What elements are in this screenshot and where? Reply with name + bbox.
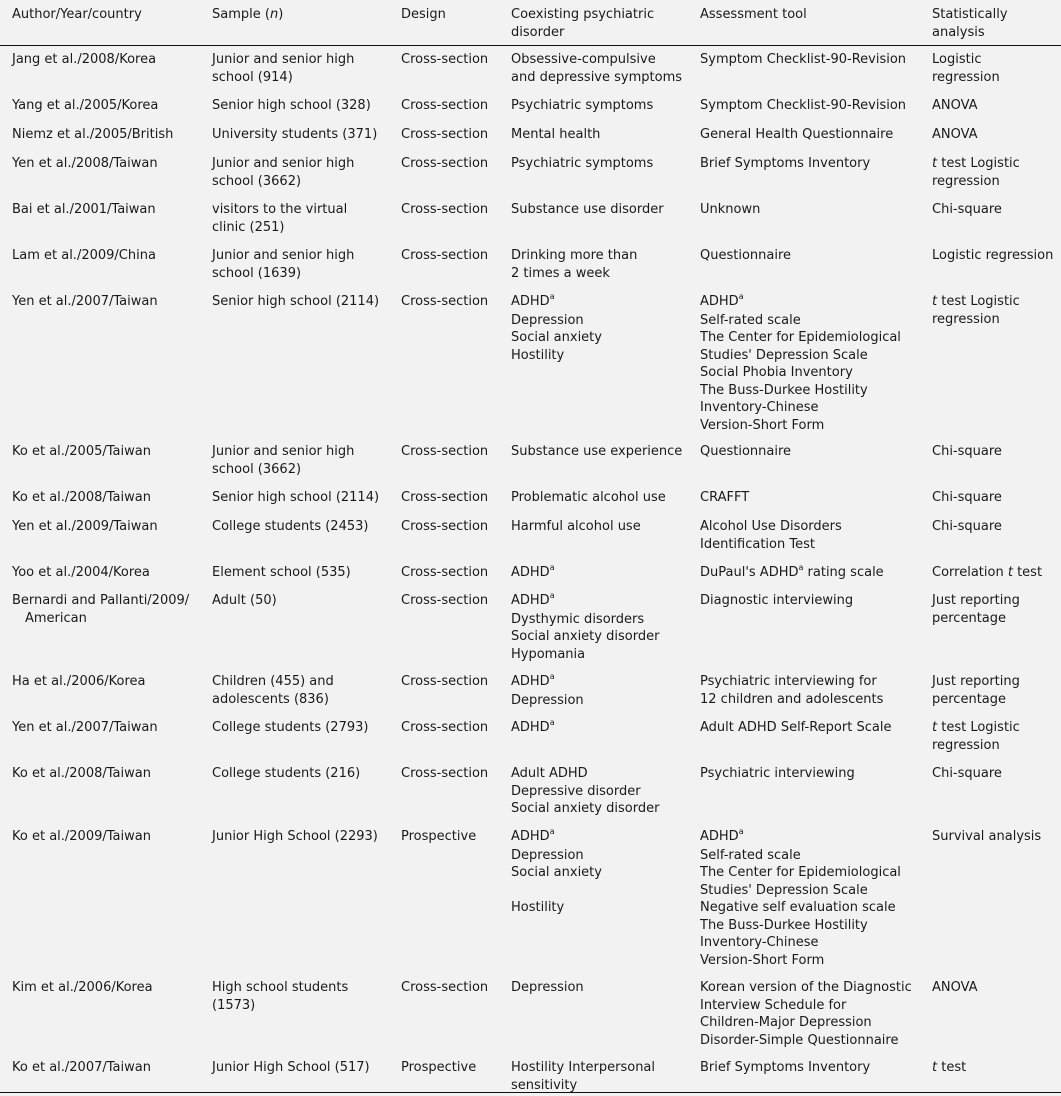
cell-author bbox=[12, 443, 151, 461]
cell-disorder-line: sensitivity bbox=[511, 1077, 578, 1093]
cell-tool-line: Brief Symptoms Inventory bbox=[700, 1060, 871, 1075]
cell-author bbox=[12, 673, 146, 691]
cell-analysis-line: Just reporting bbox=[932, 674, 1020, 689]
cell-design bbox=[401, 97, 488, 115]
cell-tool bbox=[700, 155, 870, 173]
cell-tool-line: Interview Schedule for bbox=[700, 997, 847, 1013]
cell-disorder bbox=[511, 247, 637, 282]
cell-tool bbox=[700, 97, 906, 115]
cell-tool-line: ADHD$^a$ bbox=[700, 827, 744, 844]
cell-design bbox=[401, 592, 488, 610]
cell-design bbox=[401, 719, 488, 737]
cell-tool bbox=[700, 719, 891, 737]
cell-analysis-line: t test Logistic bbox=[932, 720, 1020, 735]
footnote-marker: a bbox=[549, 718, 555, 727]
cell-disorder-line: Substance use disorder bbox=[511, 202, 664, 217]
header-tool-text: Assessment tool bbox=[700, 7, 807, 22]
cell-analysis-line: t test Logistic bbox=[932, 156, 1020, 171]
cell-tool-line: ADHD$^a$ bbox=[700, 292, 744, 309]
cell-design-line: Cross-section bbox=[401, 248, 489, 263]
cell-tool-line: Inventory-Chinese bbox=[700, 935, 819, 950]
cell-tool-line: The Buss-Durkee Hostility bbox=[700, 917, 868, 933]
cell-sample-line: Junior and senior high bbox=[212, 52, 355, 67]
cell-author-line: Bernardi and Pallanti/2009/ bbox=[12, 593, 190, 608]
cell-sample-line: Junior High School (2293) bbox=[212, 829, 378, 844]
cell-author-line: Niemz et al./2005/British bbox=[12, 127, 174, 142]
cell-analysis bbox=[932, 765, 1002, 783]
cell-author-line: Ko et al./2005/Taiwan bbox=[12, 444, 151, 459]
cell-tool-line: Version-Short Form bbox=[700, 952, 825, 968]
cell-tool-line: DuPaul's ADHD$^a$ rating scale bbox=[700, 563, 884, 580]
cell-analysis bbox=[932, 201, 1002, 219]
cell-sample bbox=[212, 201, 347, 236]
cell-tool-line: Negative self evaluation scale bbox=[700, 900, 896, 915]
cell-disorder-line: Depression bbox=[511, 312, 584, 328]
cell-tool-line: Psychiatric interviewing bbox=[700, 766, 855, 781]
cell-disorder-line: Social anxiety bbox=[511, 865, 602, 880]
cell-disorder bbox=[511, 765, 659, 818]
cell-analysis-line: Just reporting bbox=[932, 593, 1020, 608]
cell-tool-line: Studies' Depression Scale bbox=[700, 347, 868, 363]
cell-analysis-line: Chi-square bbox=[932, 519, 1002, 534]
cell-tool-line: The Buss-Durkee Hostility bbox=[700, 382, 868, 398]
cell-design bbox=[401, 201, 488, 219]
footnote-marker: a bbox=[549, 563, 555, 572]
cell-disorder-line: Dysthymic disorders bbox=[511, 611, 645, 627]
cell-author bbox=[12, 979, 153, 997]
header-author-text: Author/Year/country bbox=[12, 7, 142, 22]
cell-tool bbox=[700, 489, 749, 507]
cell-sample-line: Adult (50) bbox=[212, 593, 277, 608]
cell-sample bbox=[212, 126, 377, 144]
t-statistic-italic: t bbox=[932, 720, 938, 735]
cell-analysis-line: regression bbox=[932, 173, 1000, 189]
cell-author bbox=[12, 201, 156, 219]
cell-tool-line: Questionnaire bbox=[700, 248, 792, 263]
cell-analysis-line: Chi-square bbox=[932, 490, 1002, 505]
cell-design bbox=[401, 1059, 476, 1077]
table-header-row bbox=[0, 0, 1061, 46]
header-analysis bbox=[932, 6, 1008, 41]
cell-disorder-line: Harmful alcohol use bbox=[511, 519, 641, 534]
cell-disorder bbox=[511, 201, 664, 219]
cell-disorder-line: ADHD$^a$ bbox=[511, 591, 555, 608]
cell-tool-line: Unknown bbox=[700, 202, 761, 217]
cell-design bbox=[401, 564, 488, 582]
t-statistic-italic: t bbox=[932, 294, 938, 309]
cell-disorder-line: Hostility bbox=[511, 347, 565, 363]
cell-disorder-line: Problematic alcohol use bbox=[511, 490, 666, 505]
cell-disorder-line: Mental health bbox=[511, 127, 601, 142]
cell-disorder-line bbox=[511, 882, 602, 900]
cell-sample-line: Senior high school (2114) bbox=[212, 490, 380, 505]
cell-author bbox=[12, 765, 151, 783]
cell-design-line: Cross-section bbox=[401, 720, 489, 735]
cell-analysis bbox=[932, 293, 1020, 328]
cell-tool-line: Alcohol Use Disorders bbox=[700, 519, 842, 534]
cell-analysis bbox=[932, 1059, 966, 1077]
cell-analysis bbox=[932, 51, 1000, 86]
cell-sample bbox=[212, 719, 368, 737]
header-disorder-line1: Coexisting psychiatric bbox=[511, 7, 655, 22]
cell-sample-line: clinic (251) bbox=[212, 219, 285, 235]
cell-disorder-line: Psychiatric symptoms bbox=[511, 98, 654, 113]
cell-sample-line: Senior high school (2114) bbox=[212, 294, 380, 309]
cell-tool-line: Identification Test bbox=[700, 536, 815, 552]
cell-tool-line: Children-Major Depression bbox=[700, 1015, 872, 1030]
cell-disorder-line: Social anxiety disorder bbox=[511, 801, 660, 816]
header-author bbox=[12, 6, 142, 24]
cell-tool-line: Self-rated scale bbox=[700, 847, 801, 863]
cell-disorder-line: Depression bbox=[511, 692, 584, 708]
footnote-marker: a bbox=[798, 563, 804, 572]
cell-sample bbox=[212, 443, 354, 478]
cell-design-line: Cross-section bbox=[401, 565, 489, 580]
cell-disorder-line: ADHD$^a$ bbox=[511, 563, 555, 580]
cell-design bbox=[401, 443, 488, 461]
cell-disorder-line: Hostility bbox=[511, 900, 565, 915]
cell-author bbox=[12, 293, 158, 311]
cell-analysis-line: ANOVA bbox=[932, 127, 978, 142]
cell-disorder-line: ADHD$^a$ bbox=[511, 827, 555, 844]
cell-tool-line: The Center for Epidemiological bbox=[700, 330, 901, 345]
cell-sample bbox=[212, 673, 334, 708]
cell-author bbox=[12, 592, 189, 627]
cell-sample-line: Junior and senior high bbox=[212, 444, 355, 459]
cell-disorder bbox=[511, 719, 555, 738]
cell-disorder bbox=[511, 126, 600, 144]
cell-design-line: Cross-section bbox=[401, 980, 489, 995]
cell-analysis bbox=[932, 719, 1020, 754]
t-statistic-italic: t bbox=[932, 1060, 938, 1075]
cell-disorder bbox=[511, 51, 682, 86]
cell-author-line: Yen et al./2007/Taiwan bbox=[12, 720, 158, 735]
cell-disorder bbox=[511, 564, 555, 583]
cell-sample-line: school (3662) bbox=[212, 173, 302, 189]
cell-disorder-line: Obsessive-compulsive bbox=[511, 52, 656, 67]
cell-design bbox=[401, 293, 488, 311]
cell-author bbox=[12, 828, 151, 846]
cell-tool bbox=[700, 201, 760, 219]
cell-sample bbox=[212, 247, 354, 282]
cell-analysis bbox=[932, 443, 1002, 461]
header-design bbox=[401, 6, 446, 24]
footnote-marker: a bbox=[738, 292, 744, 301]
header-sample-text bbox=[212, 6, 283, 24]
cell-tool bbox=[700, 51, 906, 69]
cell-tool bbox=[700, 673, 883, 708]
cell-analysis-line: t test bbox=[932, 1060, 967, 1075]
table-bottom-rule bbox=[0, 1092, 1061, 1093]
cell-sample-line: College students (2453) bbox=[212, 519, 369, 534]
cell-tool-line: Version-Short Form bbox=[700, 417, 825, 433]
cell-sample bbox=[212, 1059, 370, 1077]
cell-analysis bbox=[932, 97, 978, 115]
cell-disorder-line: and depressive symptoms bbox=[511, 69, 682, 85]
cell-disorder-line: Hypomania bbox=[511, 646, 586, 662]
cell-design bbox=[401, 673, 488, 691]
cell-tool bbox=[700, 247, 791, 265]
cell-sample bbox=[212, 51, 354, 86]
cell-analysis-line: percentage bbox=[932, 610, 1007, 626]
cell-tool bbox=[700, 293, 901, 434]
cell-design-line: Cross-section bbox=[401, 674, 489, 689]
cell-sample-line: school (1639) bbox=[212, 265, 302, 281]
cell-analysis-line: Chi-square bbox=[932, 444, 1002, 459]
cell-disorder bbox=[511, 489, 666, 507]
cell-tool-line: Korean version of the Diagnostic bbox=[700, 980, 912, 995]
cell-analysis-line: Chi-square bbox=[932, 766, 1002, 781]
cell-sample-line: (1573) bbox=[212, 997, 256, 1013]
header-analysis-line1: Statistically bbox=[932, 7, 1008, 22]
cell-disorder bbox=[511, 97, 653, 115]
cell-author-line: Yang et al./2005/Korea bbox=[12, 98, 159, 113]
cell-disorder-line: ADHD$^a$ bbox=[511, 292, 555, 309]
cell-disorder-line: Depressive disorder bbox=[511, 783, 641, 799]
cell-analysis-line: t test Logistic bbox=[932, 294, 1020, 309]
header-analysis-line2: analysis bbox=[932, 24, 985, 40]
cell-author-line: Ko et al./2009/Taiwan bbox=[12, 829, 151, 844]
header-design-text: Design bbox=[401, 7, 446, 22]
cell-disorder-line: Social anxiety bbox=[511, 330, 602, 345]
cell-design-line: Cross-section bbox=[401, 52, 489, 67]
cell-design bbox=[401, 247, 488, 265]
cell-disorder-line: Depression bbox=[511, 980, 584, 995]
cell-author-line: Yen et al./2009/Taiwan bbox=[12, 519, 158, 534]
cell-design bbox=[401, 489, 488, 507]
cell-analysis-line: Survival analysis bbox=[932, 829, 1042, 844]
cell-analysis-line: Logistic bbox=[932, 52, 982, 67]
cell-sample-line: school (3662) bbox=[212, 461, 302, 477]
cell-author bbox=[12, 126, 173, 144]
cell-sample bbox=[212, 979, 348, 1014]
cell-design bbox=[401, 51, 488, 69]
cell-disorder bbox=[511, 518, 641, 536]
header-sample-n: n bbox=[269, 7, 279, 22]
cell-author bbox=[12, 1059, 151, 1077]
cell-design bbox=[401, 765, 488, 783]
cell-disorder-line: Substance use experience bbox=[511, 444, 683, 459]
cell-author-line: American bbox=[25, 610, 87, 626]
cell-analysis-line: ANOVA bbox=[932, 980, 978, 995]
cell-author-line: Jang et al./2008/Korea bbox=[12, 52, 157, 67]
cell-author bbox=[12, 518, 158, 536]
cell-author-line: Ko et al./2008/Taiwan bbox=[12, 490, 151, 505]
cell-author-line: Bai et al./2001/Taiwan bbox=[12, 202, 156, 217]
cell-disorder-line: Psychiatric symptoms bbox=[511, 156, 654, 171]
cell-analysis bbox=[932, 828, 1041, 846]
t-statistic-italic: t bbox=[932, 156, 938, 171]
cell-author bbox=[12, 155, 158, 173]
cell-disorder bbox=[511, 443, 682, 461]
cell-design bbox=[401, 979, 488, 997]
cell-disorder bbox=[511, 1059, 655, 1094]
cell-tool-line: Adult ADHD Self-Report Scale bbox=[700, 720, 892, 735]
cell-sample bbox=[212, 564, 351, 582]
cell-disorder-line: Adult ADHD bbox=[511, 766, 588, 781]
footnote-marker: a bbox=[549, 292, 555, 301]
footnote-marker: a bbox=[549, 591, 555, 600]
cell-sample-line: Junior High School (517) bbox=[212, 1060, 370, 1075]
cell-tool-line: Disorder-Simple Questionnaire bbox=[700, 1032, 899, 1048]
cell-sample bbox=[212, 293, 379, 311]
cell-sample-line: visitors to the virtual bbox=[212, 202, 348, 217]
cell-author-line: Ha et al./2006/Korea bbox=[12, 674, 146, 689]
cell-disorder-line: Social anxiety disorder bbox=[511, 629, 660, 644]
cell-author-line: Kim et al./2006/Korea bbox=[12, 980, 153, 995]
cell-sample-line: University students (371) bbox=[212, 127, 378, 142]
cell-disorder-line: ADHD$^a$ bbox=[511, 718, 555, 735]
cell-tool-line: Social Phobia Inventory bbox=[700, 365, 853, 380]
cell-sample-line: High school students bbox=[212, 980, 349, 995]
cell-analysis bbox=[932, 979, 978, 997]
cell-tool bbox=[700, 126, 893, 144]
cell-tool-line: Diagnostic interviewing bbox=[700, 593, 854, 608]
cell-design-line: Cross-section bbox=[401, 519, 489, 534]
cell-sample-line: Junior and senior high bbox=[212, 156, 355, 171]
cell-analysis bbox=[932, 592, 1020, 627]
header-sample-close: ) bbox=[278, 7, 284, 22]
cell-author bbox=[12, 97, 158, 115]
cell-design bbox=[401, 828, 476, 846]
cell-sample bbox=[212, 155, 354, 190]
cell-author-line: Lam et al./2009/China bbox=[12, 248, 156, 263]
cell-author bbox=[12, 489, 151, 507]
cell-sample-line: College students (216) bbox=[212, 766, 361, 781]
cell-tool bbox=[700, 564, 884, 583]
cell-sample bbox=[212, 765, 360, 783]
header-sample bbox=[212, 6, 283, 24]
cell-disorder-line: Drinking more than bbox=[511, 248, 638, 263]
cell-disorder bbox=[511, 828, 602, 917]
cell-design-line: Cross-section bbox=[401, 156, 489, 171]
cell-disorder bbox=[511, 293, 602, 364]
t-statistic-italic: t bbox=[1007, 565, 1013, 580]
cell-analysis-line: regression bbox=[932, 311, 1000, 327]
cell-author bbox=[12, 719, 158, 737]
cell-analysis-line: ANOVA bbox=[932, 98, 978, 113]
cell-disorder bbox=[511, 979, 584, 997]
cell-design bbox=[401, 518, 488, 536]
cell-sample-line: school (914) bbox=[212, 69, 293, 85]
cell-analysis bbox=[932, 489, 1002, 507]
cell-analysis-line: regression bbox=[932, 69, 1000, 85]
cell-sample bbox=[212, 489, 379, 507]
cell-design-line: Cross-section bbox=[401, 294, 489, 309]
cell-tool bbox=[700, 443, 791, 461]
cell-design-line: Cross-section bbox=[401, 593, 489, 608]
cell-analysis bbox=[932, 564, 1042, 582]
header-tool bbox=[700, 6, 807, 24]
cell-analysis-line: Correlation t test bbox=[932, 565, 1043, 580]
cell-tool bbox=[700, 765, 855, 783]
cell-author bbox=[12, 247, 156, 265]
cell-design bbox=[401, 126, 488, 144]
footnote-marker: a bbox=[549, 827, 555, 836]
cell-tool-line: Questionnaire bbox=[700, 444, 792, 459]
cell-disorder-line: 2 times a week bbox=[511, 265, 610, 281]
cell-tool-line: Studies' Depression Scale bbox=[700, 882, 868, 898]
cell-analysis bbox=[932, 518, 1002, 536]
cell-analysis-line: percentage bbox=[932, 691, 1007, 707]
cell-design-line: Cross-section bbox=[401, 202, 489, 217]
cell-author-line: Ko et al./2007/Taiwan bbox=[12, 1060, 151, 1075]
cell-disorder-line: ADHD$^a$ bbox=[511, 672, 555, 689]
header-sample-label: Sample ( bbox=[212, 7, 270, 22]
cell-analysis bbox=[932, 673, 1020, 708]
footnote-marker: a bbox=[738, 827, 744, 836]
cell-sample bbox=[212, 828, 378, 846]
cell-tool bbox=[700, 1059, 870, 1077]
footnote-marker: a bbox=[549, 672, 555, 681]
cell-sample bbox=[212, 592, 277, 610]
cell-design-line: Cross-section bbox=[401, 98, 489, 113]
header-disorder-line2: disorder bbox=[511, 24, 565, 40]
cell-disorder bbox=[511, 673, 584, 709]
cell-disorder bbox=[511, 155, 653, 173]
header-disorder bbox=[511, 6, 654, 41]
cell-tool-line: Self-rated scale bbox=[700, 312, 801, 328]
cell-tool bbox=[700, 828, 901, 969]
cell-design-line: Cross-section bbox=[401, 444, 489, 459]
cell-tool-line: The Center for Epidemiological bbox=[700, 865, 901, 880]
cell-disorder-line: Depression bbox=[511, 847, 584, 863]
cell-tool bbox=[700, 979, 912, 1049]
cell-sample-line: Senior high school (328) bbox=[212, 98, 371, 113]
cell-author bbox=[12, 564, 150, 582]
cell-author-line: Yoo et al./2004/Korea bbox=[12, 565, 150, 580]
cell-analysis-line: Chi-square bbox=[932, 202, 1002, 217]
cell-disorder bbox=[511, 592, 659, 663]
cell-design bbox=[401, 155, 488, 173]
cell-sample-line: College students (2793) bbox=[212, 720, 369, 735]
cell-tool-line: Psychiatric interviewing for bbox=[700, 674, 877, 689]
cell-sample bbox=[212, 97, 371, 115]
cell-author-line: Yen et al./2007/Taiwan bbox=[12, 294, 158, 309]
cell-tool-line: Inventory-Chinese bbox=[700, 400, 819, 415]
cell-sample bbox=[212, 518, 368, 536]
cell-tool bbox=[700, 518, 842, 553]
cell-tool-line: General Health Questionnaire bbox=[700, 127, 894, 142]
cell-tool-line: Symptom Checklist-90-Revision bbox=[700, 52, 907, 67]
cell-tool-line: Brief Symptoms Inventory bbox=[700, 156, 871, 171]
cell-analysis-line: Logistic regression bbox=[932, 248, 1054, 263]
cell-sample-line: adolescents (836) bbox=[212, 691, 329, 707]
cell-design-line: Cross-section bbox=[401, 490, 489, 505]
cell-analysis bbox=[932, 247, 1053, 265]
cell-author-line: Ko et al./2008/Taiwan bbox=[12, 766, 151, 781]
cell-analysis bbox=[932, 126, 978, 144]
cell-design-line: Prospective bbox=[401, 829, 477, 844]
cell-sample-line: Children (455) and bbox=[212, 674, 334, 689]
cell-author-line: Yen et al./2008/Taiwan bbox=[12, 156, 158, 171]
cell-design-line: Cross-section bbox=[401, 127, 489, 142]
cell-tool-line: Symptom Checklist-90-Revision bbox=[700, 98, 907, 113]
cell-sample-line: Junior and senior high bbox=[212, 248, 355, 263]
cell-author bbox=[12, 51, 156, 69]
cell-tool-line: 12 children and adolescents bbox=[700, 691, 884, 707]
cell-tool bbox=[700, 592, 853, 610]
cell-analysis bbox=[932, 155, 1020, 190]
cell-disorder-line: Hostility Interpersonal bbox=[511, 1060, 656, 1075]
cell-sample-line: Element school (535) bbox=[212, 565, 351, 580]
cell-design-line: Prospective bbox=[401, 1060, 477, 1075]
cell-design-line: Cross-section bbox=[401, 766, 489, 781]
cell-analysis-line: regression bbox=[932, 737, 1000, 753]
cell-tool-line: CRAFFT bbox=[700, 490, 750, 505]
